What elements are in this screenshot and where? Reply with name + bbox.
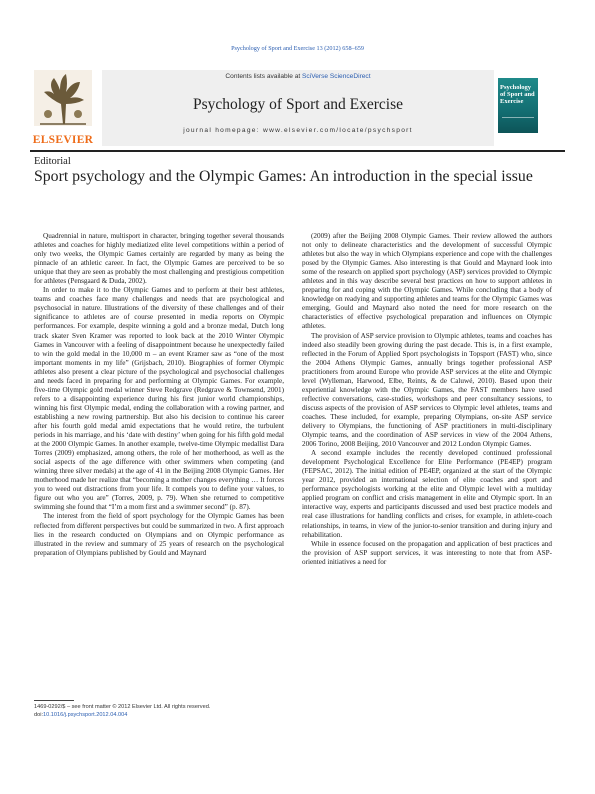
paragraph: While in essence focused on the propagation and application of best practices and the provision of ASP support services, it was interesting to note that from ASP-oriented initiatives a need for — [302, 539, 552, 566]
doi-prefix: doi: — [34, 712, 44, 718]
contents-availability — [102, 73, 494, 80]
homepage-link[interactable]: www.elsevier.com/locate/psychsport — [263, 127, 413, 134]
publisher-logo-text: ELSEVIER — [32, 134, 94, 146]
journal-homepage — [102, 127, 494, 134]
article-section-label: Editorial — [34, 156, 71, 167]
header-divider — [30, 150, 565, 152]
paragraph: The interest from the field of sport psychology for the Olympic Games has been reflected from different perspectives but could be summarized in two. A first approach lies in the research conducted on Olympians and on Olympic performance as illustrated in the review and summary of 25 years of research on the psychological preparation of Olympians published by Gould and Maynard — [34, 512, 284, 557]
paragraph: (2009) after the Beijing 2008 Olympic Games. Their review allowed the authors not only to delineate characteristics and the development of successful Olympic athletes but also the way in which Olympians experience and cope with the challenges posed by the Olympic Games. Also interesting is that Gould and Maynard look into some of the research on applied sport psychology (ASP) services provided to Olympic athletes and in this way describe several best practices on how to support athletes in preparing for and coping with the Olympic Games. While concluding that a body of knowledge on readying and supporting athletes and teams for the Olympic Games was emerging, Gould and Maynard also noted the need for more research on the characteristics of effective psychological preparation and influences on Olympic athletes. — [302, 232, 552, 331]
copyright-line: 1469-0292/$ – see front matter © 2012 Elsevier Ltd. All rights reserved. — [34, 704, 211, 710]
homepage-prefix: journal homepage: — [183, 127, 264, 134]
doi-line — [34, 711, 210, 719]
journal-citation[interactable]: Psychology of Sport and Exercise 13 (2012) 658–659 — [231, 45, 364, 52]
footnote-divider — [34, 700, 74, 701]
cover-decoration — [502, 117, 534, 128]
masthead-banner — [102, 70, 494, 146]
cover-title: Psychology of Sport and Exercise — [500, 84, 535, 105]
elsevier-tree-icon — [34, 70, 92, 126]
left-column — [34, 232, 284, 558]
footer — [34, 703, 210, 719]
sciencedirect-link[interactable]: SciVerse ScienceDirect — [302, 73, 371, 80]
masthead — [30, 70, 565, 150]
journal-cover-icon[interactable] — [498, 78, 538, 133]
elsevier-logo[interactable] — [30, 70, 96, 146]
paragraph: In order to make it to the Olympic Games and to perform at their best athletes, teams and coaches face many challenges and needs that are psychological and psychosocial in nature. Illustrations of the diversity of these challenges and of their significance to athletes are of course presented in media reports on Olympic performances. For example, despite winning a gold and a bronze medal, Dutch long track skater Sven Kramer was reported to look back at the 2010 Winter Olympic Games in Vancouver with a feeling of disappointment because he unexpectedly failed to win the gold medal in the 10,000 m – an event Kramer saw as “one of the most important moments in my life” (Grijsbach, 2010). Biographies of former Olympic athletes also present a clear picture of the psychological and psychosocial challenges and needs faced in preparing for and performing at Olympic Games. For example, five-time Olympic gold medal winner Steve Redgrave (Redgrave & Townsend, 2001) refers to a disappointing experience during his first junior world championships, winning his first Olympic medal, ending the collaboration with a rowing partner, and establishing a new rowing partnership. But also his decision to continue his career after his fourth gold medal amid expectations that he would retire, the turbulent periods in his marriage, and his ‘date with destiny’ when going for his fifth gold medal at the 2000 Olympic Games. In another example, twelve-time Olympic medallist Dara Torres (2009) emphasized, among others, the role of her motherhood, as well as the social aspects of the age difference with other swimmers when competing (and winning three silver medals) at the age of 41 in the Beijing 2008 Olympic Games. Her motherhood made her realize that “becoming a mother changes everything … It forces you to weed out distractions from your life. It compels you to define your values, to figure out who you are” (Torres, 2009, p. 79). When she returned to competitive swimming she found that “I’m a mom first and a swimmer second” (p. 87). — [34, 286, 284, 512]
paragraph: The provision of ASP service provision to Olympic athletes, teams and coaches has indeed also steadily been growing during the past decade. This is, in a first example, reflected in the Forum of Applied Sport psychologists in Topsport (FAST) who, since the 2004 Athens Olympic Games, annually brings together professional ASP practitioners from around Europe who provide ASP services at the elite and Olympic level (Wylleman, Harwood, Elbe, Reints, & de Caluwé, 2010). Based upon their experiential knowledge with the Olympic Games, the FAST members have used reflective conversations, case-studies, workshops and peer consultancy sessions, to discuss aspects of the provision of ASP services to Olympic level athletes, teams and coaches. These included, for example, preparing Olympians, on-site ASP service delivery to Olympians, the functioning of ASP practitioners in multi-disciplinary Olympic teams, and the coordination of ASP services in view of the 2004 Athens, 2006 Torino, 2008 Beijing, 2010 Vancouver and 2012 London Olympic Games. — [302, 331, 552, 449]
article-title: Sport psychology and the Olympic Games: An introduction in the special issue — [34, 168, 533, 185]
journal-title: Psychology of Sport and Exercise — [192, 96, 404, 113]
right-column — [302, 232, 552, 567]
paragraph: A second example includes the recently developed continued professional development Psychological Excellence for Elite Performance (PE4EP) program (FEPSAC, 2012). The initial edition of PE4EP, organized at the start of the Olympic year 2012, provided an international selection of elite coaches and sport and performance psychologists working at the elite and Olympic level with a multiday applied program on conflict and crisis management in elite and Olympic sport. In an interactive way, experts and participants discussed and used best practice models and real case illustrations for handling conflicts and crises, for example, in athlete-coach relationships, in teams, in view of the junior-to-senior transition and during injury and rehabilitation. — [302, 449, 552, 539]
doi-link[interactable]: 10.1016/j.psychsport.2012.04.004 — [43, 712, 128, 718]
contents-prefix: Contents lists available at — [225, 73, 303, 80]
paragraph: Quadrennial in nature, multisport in character, bringing together several thousands athletes and coaches for highly mediatized elite level competitions within a period of only two weeks, the Olympic Games certainly are regarded by many as being the pinnacle of an athletic career. In fact, the Olympic Games are perceived to be so unique that they are seen as probably the most challenging and prestigious competition for athletes (Pensgaard & Duda, 2002). — [34, 232, 284, 286]
